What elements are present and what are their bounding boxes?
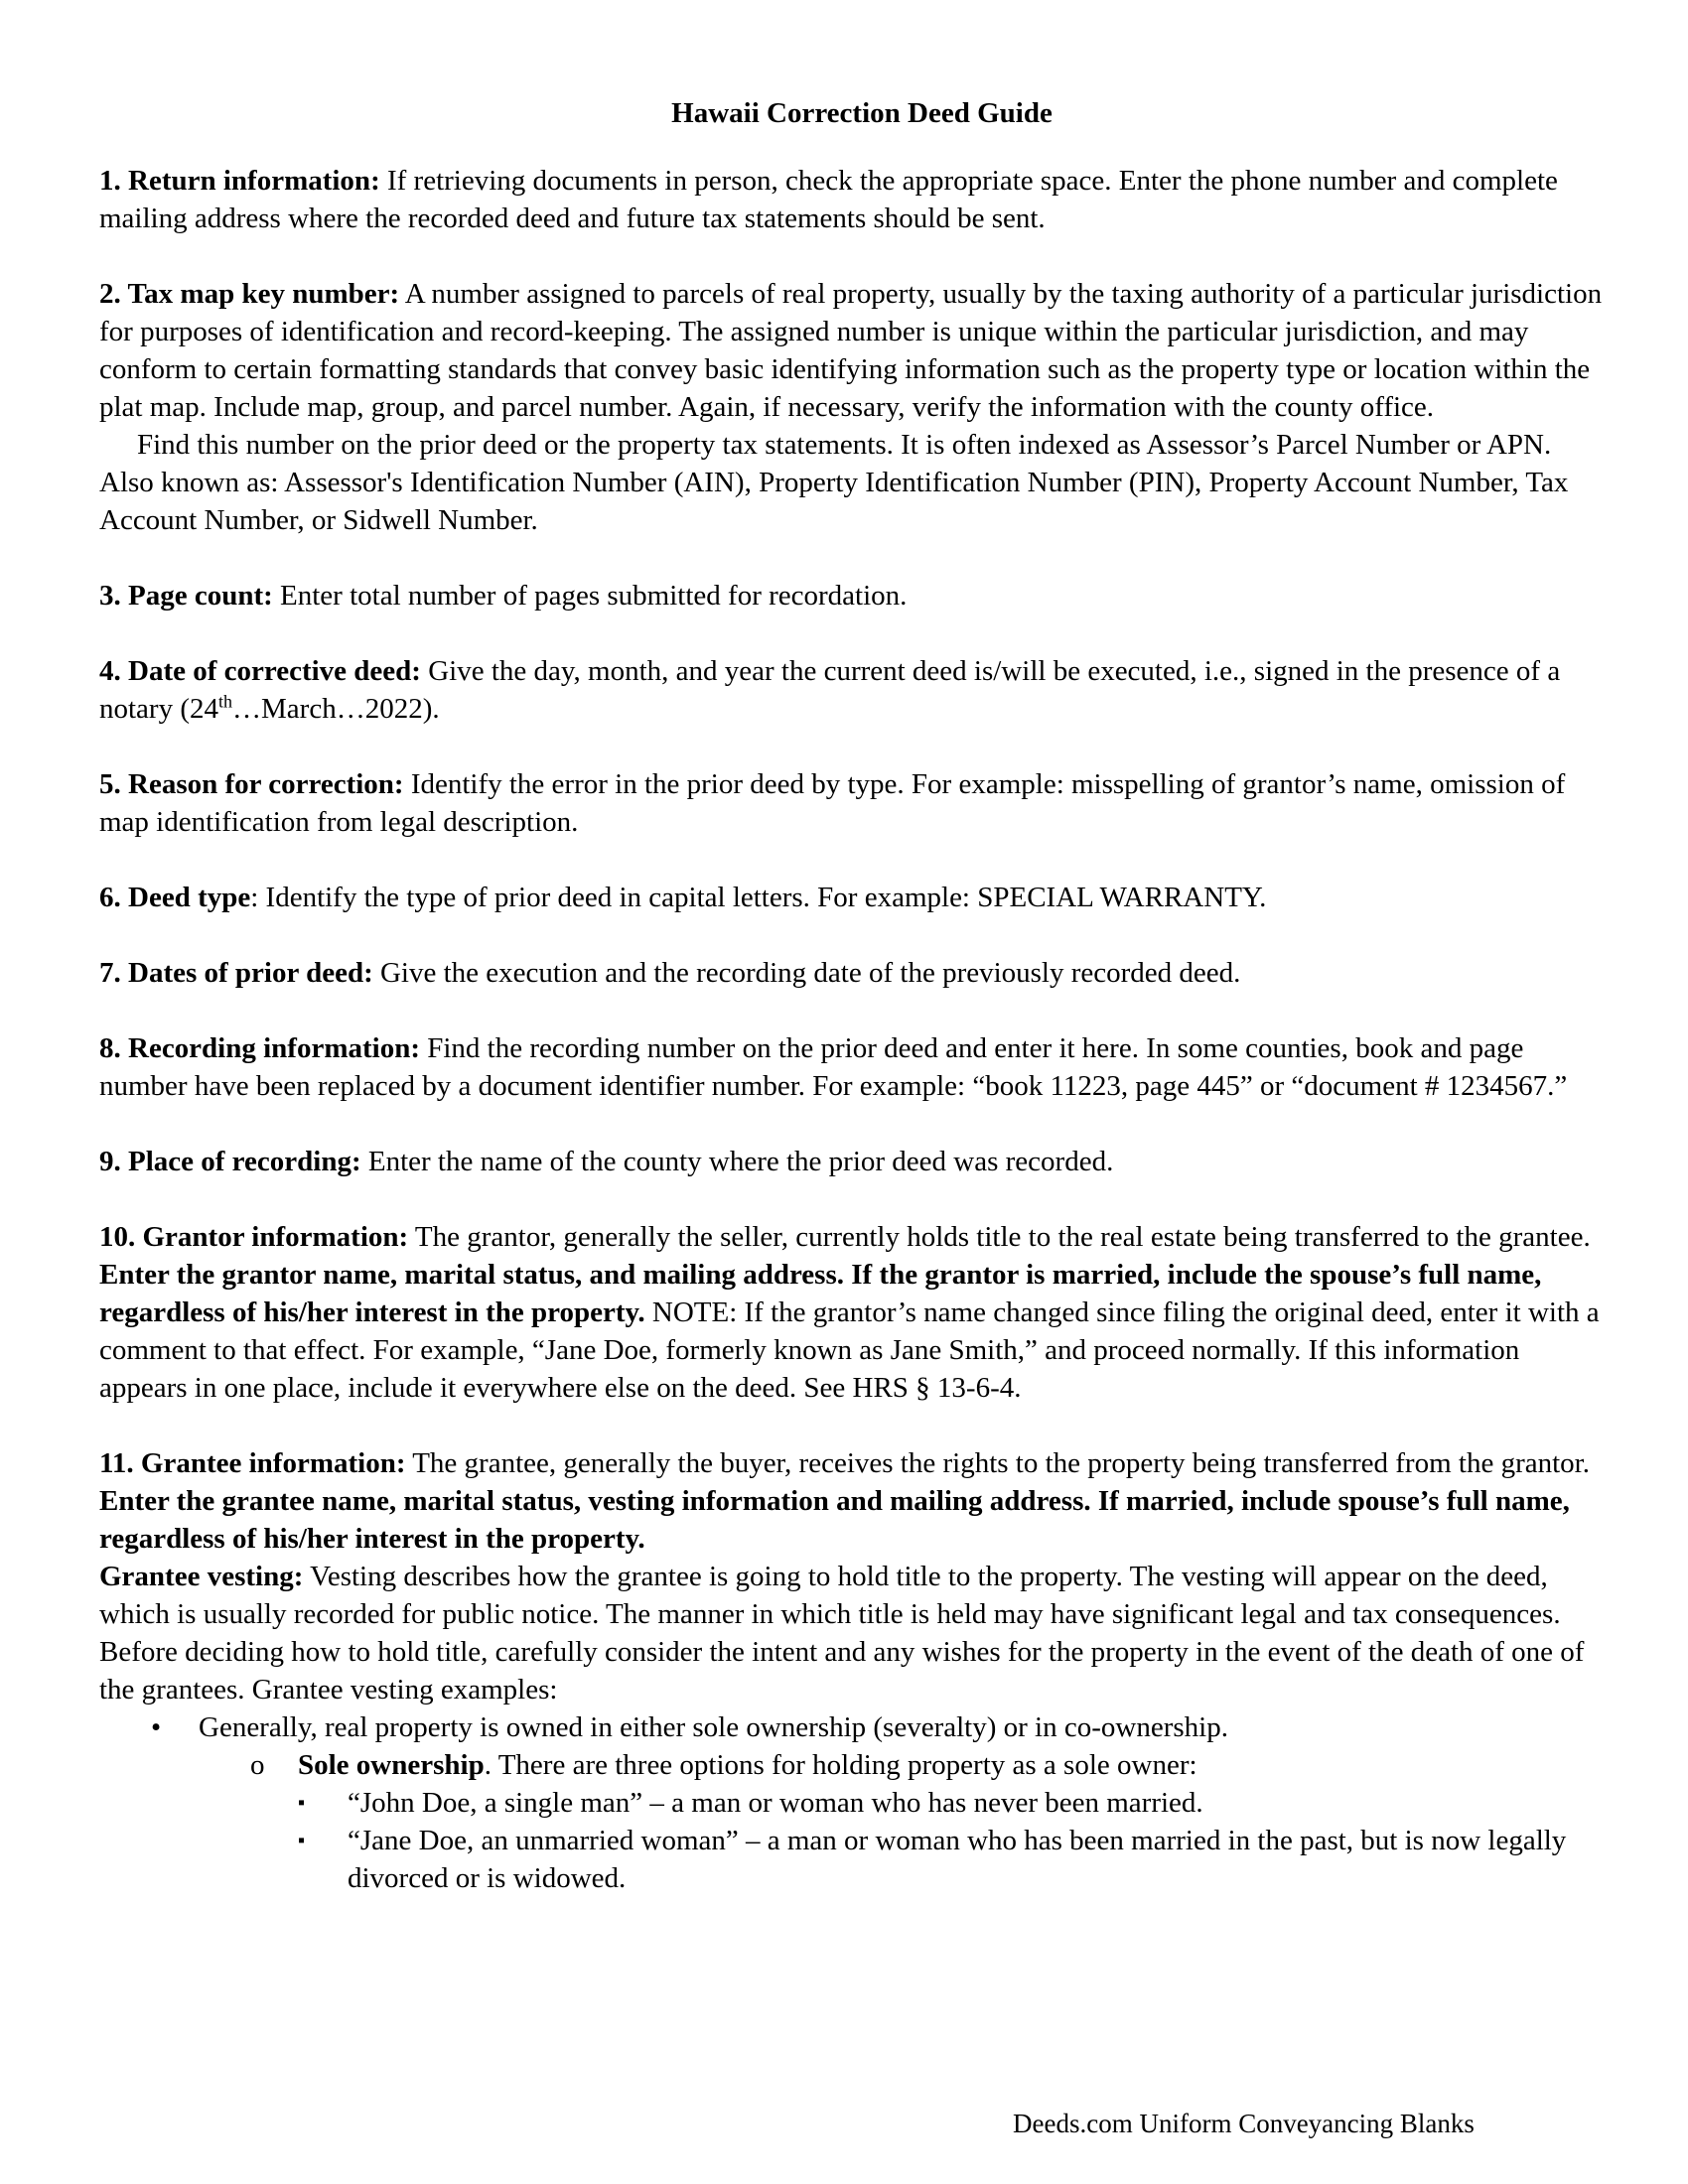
vesting-heading: Grantee vesting: <box>99 1561 304 1592</box>
section-heading: 4. Date of corrective deed: <box>99 655 421 687</box>
section-text: The grantee, generally the buyer, receives the rights to the property being transferred from the grantor. <box>405 1447 1590 1479</box>
section-text: Identify the error in the prior deed by type. For example: misspelling of grantor’s name, omission of map identification from legal description. <box>99 768 1566 838</box>
list-item <box>99 1746 1609 1784</box>
section-heading: 2. Tax map key number: <box>99 278 400 310</box>
ordinal-suffix: th <box>218 691 233 712</box>
section-return-information <box>99 162 1609 237</box>
section-heading: 5. Reason for correction: <box>99 768 404 800</box>
section-text: Give the day, month, and year the current deed is/will be executed, i.e., signed in the presence of a notary (24 <box>99 655 1561 725</box>
section-heading: 3. Page count: <box>99 580 273 612</box>
document-body <box>99 94 1609 1935</box>
square-bullet-icon: ▪ <box>298 1792 306 1814</box>
section-page-count <box>99 577 1609 614</box>
section-heading: 9. Place of recording: <box>99 1146 361 1177</box>
list-item <box>99 1822 1609 1897</box>
bullet-icon: • <box>151 1711 162 1743</box>
circle-bullet-icon: o <box>250 1749 265 1781</box>
list-item-text: “Jane Doe, an unmarried woman” – a man or woman who has been married in the past, but is now legally divorced or is widowed. <box>348 1825 1567 1894</box>
section-heading: 11. Grantee information: <box>99 1447 406 1479</box>
list-item <box>99 1708 1609 1746</box>
vesting-text: Vesting describes how the grantee is going to hold title to the property. The vesting will appear on the deed, which is usually recorded for public notice. The manner in which title is held may have significant legal and tax consequences. Before deciding how to hold title, carefully consider the intent and any wishes for the property in the event of the death of one of the grantees. Grantee vesting examples: <box>99 1561 1585 1706</box>
section-tax-map-key <box>99 275 1609 539</box>
section-place-of-recording <box>99 1143 1609 1180</box>
list-item-heading: Sole ownership <box>298 1749 485 1781</box>
section-text: Give the execution and the recording date of the previously recorded deed. <box>372 957 1241 989</box>
section-bold-instruction: Enter the grantee name, marital status, vesting information and mailing address. If married, include spouse’s full name, regardless of his/her interest in the property. <box>99 1485 1570 1555</box>
section-text: Find the recording number on the prior deed and enter it here. In some counties, book and page number have been replaced by a document identifier number. For example: “book 11223, page 445” or “document # 1234567.” <box>99 1032 1568 1102</box>
list-item <box>99 1784 1609 1822</box>
section-date-of-corrective-deed <box>99 652 1609 728</box>
section-text-end: …March…2022). <box>232 693 440 725</box>
section-text-end: NOTE: If the grantor’s name changed since filing the original deed, enter it with a comment to that effect. For example, “Jane Doe, formerly known as Jane Smith,” and proceed normally. If this information appears in one place, include it everywhere else on the deed. See HRS § 13-6-4. <box>99 1297 1600 1404</box>
square-bullet-icon: ▪ <box>298 1830 306 1851</box>
section-text-continued: Find this number on the prior deed or the property tax statements. It is often indexed as Assessor’s Parcel Number or APN. Also known as: Assessor's Identification Number (AIN), Property Identification Number (PIN), Property Account Number, Tax Account Number, or Sidwell Number. <box>99 429 1569 536</box>
section-bold-instruction: Enter the grantor name, marital status, and mailing address. If the grantor is married, include the spouse’s full name, regardless of his/her interest in the property. <box>99 1259 1542 1328</box>
section-heading: 8. Recording information: <box>99 1032 420 1064</box>
section-text: Enter the name of the county where the prior deed was recorded. <box>360 1146 1114 1177</box>
section-grantor-information <box>99 1218 1609 1407</box>
section-recording-information <box>99 1029 1609 1105</box>
section-heading: 7. Dates of prior deed: <box>99 957 373 989</box>
section-heading: 1. Return information: <box>99 165 380 197</box>
section-text: Enter total number of pages submitted for recordation. <box>272 580 908 612</box>
section-heading: 6. Deed type <box>99 882 251 913</box>
section-reason-for-correction <box>99 765 1609 841</box>
page-footer: Deeds.com Uniform Conveyancing Blanks <box>1013 2109 1475 2138</box>
section-text: The grantor, generally the seller, currently holds title to the real estate being transferred to the grantee. <box>408 1221 1591 1253</box>
section-deed-type <box>99 879 1609 916</box>
document-title: Hawaii Correction Deed Guide <box>671 97 1053 129</box>
section-text: A number assigned to parcels of real property, usually by the taxing authority of a particular jurisdiction for purposes of identification and record-keeping. The assigned number is unique within the particular jurisdiction, and may conform to certain formatting standards that convey basic identifying information such as the property type or location within the plat map. Include map, group, and parcel number. Again, if necessary, verify the information with the county office. <box>99 278 1603 423</box>
list-item-text: “John Doe, a single man” – a man or woman who has never been married. <box>348 1787 1203 1819</box>
section-text: If retrieving documents in person, check the appropriate space. Enter the phone number and complete mailing address where the recorded deed and future tax statements should be sent. <box>99 165 1558 234</box>
section-heading: 10. Grantor information: <box>99 1221 409 1253</box>
list-item-text: Generally, real property is owned in either sole ownership (severalty) or in co-ownership. <box>199 1711 1228 1743</box>
section-dates-of-prior-deed <box>99 954 1609 992</box>
list-item-text: . There are three options for holding property as a sole owner: <box>484 1749 1197 1781</box>
section-text: : Identify the type of prior deed in capital letters. For example: SPECIAL WARRANTY. <box>250 882 1267 913</box>
section-grantee-information <box>99 1444 1609 1897</box>
